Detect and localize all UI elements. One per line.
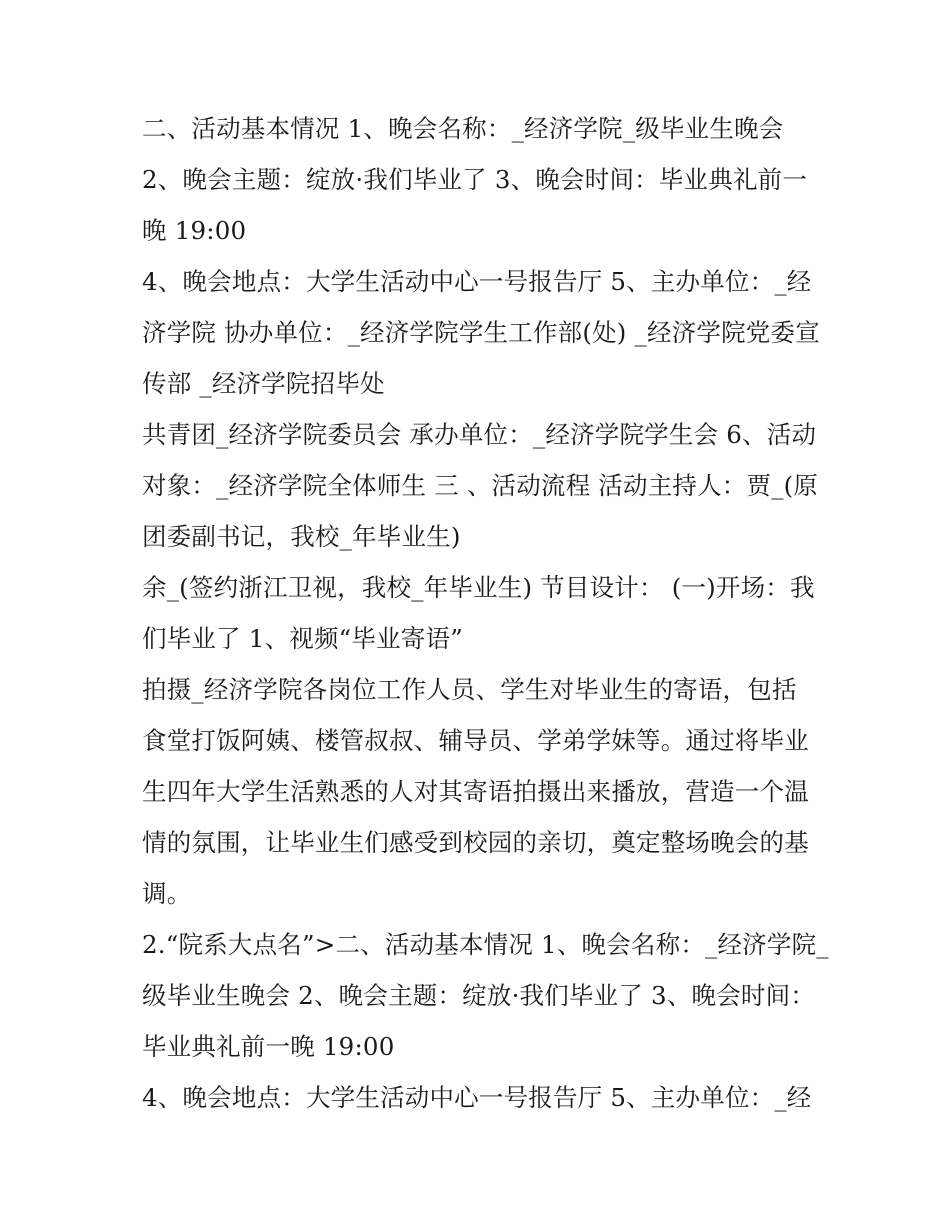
text-line: 生四年大学生活熟悉的人对其寄语拍摄出来播放，营造一个温 — [142, 777, 809, 806]
text-line: 晚 19:00 — [142, 216, 247, 245]
text-line: 传部 _经济学院招毕处 — [142, 369, 385, 398]
text-line: 2、晚会主题：绽放·我们毕业了 3、晚会时间：毕业典礼前一 — [142, 165, 808, 194]
text-line: 毕业典礼前一晚 19:00 — [142, 1032, 395, 1061]
text-line: 情的氛围，让毕业生们感受到校园的亲切，奠定整场晚会的基 — [142, 828, 809, 857]
document-body — [142, 107, 832, 1127]
text-line: 食堂打饭阿姨、楼管叔叔、辅导员、学弟学妹等。通过将毕业 — [142, 726, 809, 755]
text-line: 调。 — [142, 879, 192, 908]
text-line: 共青团_经济学院委员会 承办单位：_经济学院学生会 6、活动 — [142, 420, 817, 449]
text-line: 对象：_经济学院全体师生 三 、活动流程 活动主持人：贾_(原 — [142, 471, 819, 500]
text-line: 济学院 协办单位：_经济学院学生工作部(处) _经济学院党委宣 — [142, 318, 820, 347]
text-line: 级毕业生晚会 2、晚会主题：绽放·我们毕业了 3、晚会时间： — [142, 981, 816, 1010]
text-line: 2.“院系大点名”>二、活动基本情况 1、晚会名称：_经济学院_ — [142, 930, 829, 959]
text-line: 二、活动基本情况 1、晚会名称：_经济学院_级毕业生晚会 — [142, 114, 784, 143]
text-line: 4、晚会地点：大学生活动中心一号报告厅 5、主办单位：_经 — [142, 1083, 812, 1112]
text-line: 余_(签约浙江卫视，我校_年毕业生) 节目设计： (一)开场：我 — [142, 573, 815, 602]
text-line: 团委副书记，我校_年毕业生) — [142, 522, 461, 551]
text-line: 们毕业了 1、视频“毕业寄语” — [142, 624, 463, 653]
text-line: 4、晚会地点：大学生活动中心一号报告厅 5、主办单位：_经 — [142, 267, 812, 296]
text-line: 拍摄_经济学院各岗位工作人员、学生对毕业生的寄语，包括 — [142, 675, 797, 704]
